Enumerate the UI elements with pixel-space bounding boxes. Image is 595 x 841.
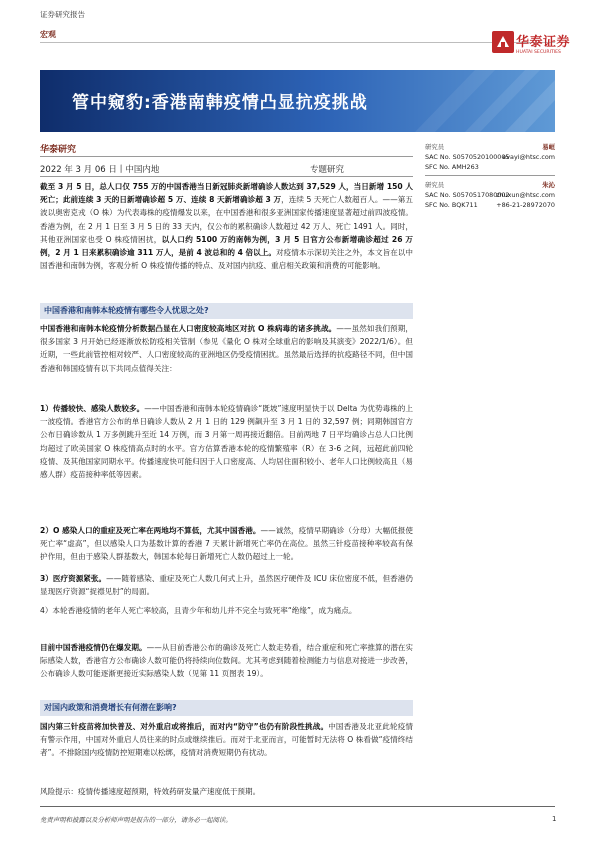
analyst-card	[425, 180, 555, 222]
body-paragraph	[40, 604, 413, 617]
page-number: 1	[552, 815, 557, 823]
body-paragraph	[40, 641, 413, 681]
report-category: 宏观	[40, 30, 56, 39]
analyst-divider	[425, 175, 555, 176]
brand-logo	[492, 29, 571, 65]
summary-text: ，连续 5 天死亡人数超百人。——第五波以奥密克戎（O 株）为代表毒株的疫情爆发以来，在中国香港和很多亚洲国家传播速度显著超过前四波疫情。香港为例，在 2 月 1 日至 3 月 5 日的 33 天内，仅公布的累积确诊人数超过 42 万人、死亡 1491 人。同时，其他亚洲国家也受 O 株疫情困扰，	[40, 195, 413, 244]
body-paragraph	[40, 572, 413, 598]
header-divider	[40, 42, 555, 43]
section-heading: 中国香港和南韩本轮疫情有哪些令人忧思之处?	[40, 303, 413, 319]
paragraph-highlight: 中国香港和南韩本轮疫情分析数据凸显在人口密度较高地区对抗 O 株病毒的诸多挑战。	[40, 324, 337, 333]
report-kind: 专题研究	[310, 165, 345, 175]
analyst-email[interactable]: zhuxun@htsc.com	[496, 191, 555, 199]
analyst-sac: SAC No. S0570520100005	[425, 153, 510, 161]
analyst-email[interactable]: evayi@htsc.com	[502, 153, 555, 161]
paragraph-text: ——随着感染、重症及死亡人数几何式上升，虽然医疗硬件及 ICU 床位密度不低，但香港仍显现医疗资源“捉襟见肘”的局面。	[40, 574, 413, 597]
banner-decoration	[355, 70, 555, 132]
analyst-phone: +86-21-28972070	[496, 201, 555, 209]
analyst-role: 研究员	[425, 143, 445, 151]
analyst-sfc: SFC No. AMH263	[425, 163, 479, 171]
report-type: 证券研究报告	[40, 10, 85, 19]
paragraph-highlight: 目前中国香港疫情仍在爆发期。	[40, 643, 147, 652]
analyst-card	[425, 142, 555, 184]
paragraph-text: ——中国香港和南韩本轮疫情确诊“既坡”速度明显快于以 Delta 为优势毒株的上一波疫情。香港官方公布的单日确诊人数从 2 月 1 日的 129 例飙升至 3 月 1 日的 32,597 例；同期韩国官方公布日确诊数从 1 万多例跳升至近 14 万例，而 3 月第一周再接近翻倍。目前两地 7 日平均确诊占总人口比例均超过了欧美国家 O 株疫情高点时的水平。官方估算香港本轮的疫情繁殖率（R）在 3-6 之间，远超此前四轮疫情、及其他国家同期水平。传播速度快可能归因于人口密度高、人均居住面积较小、老年人口比例较高且（易感人群）疫苗接种率低等因素。	[40, 404, 413, 480]
summary-paragraph	[40, 180, 413, 272]
footer-divider	[40, 806, 555, 807]
body-paragraph	[40, 524, 413, 564]
page-title: 管中窥豹:香港南韩疫情凸显抗疫挑战	[72, 93, 368, 113]
brand-logo-icon	[492, 31, 514, 53]
title-banner	[40, 70, 555, 132]
paragraph-text: 中国香港及北亚此轮疫情有警示作用，中国对外重启人员往来的时点或继续推后。而对于北亚而言，可能暂时无法将 O 株看做“疫情终结者”。不排除国内疫情防控短期难以松绑，疫情对消费短期仍有扰动。	[40, 722, 414, 758]
body-paragraph	[40, 322, 413, 375]
paragraph-highlight: 1）传播较快、感染人数较多。	[40, 404, 145, 413]
paragraph-highlight: 3）医疗资源紧张。	[40, 574, 107, 583]
summary-text: 对疫情本示深切关注之外，本文旨在以中国香港和南韩为例，客观分析 O 株疫情传播的特点、及对国内抗疫、重启相关政策和消费的可能影响。	[40, 248, 414, 271]
summary-highlight: 以人口约 5100 万的南韩为例，3 月 5 日官方公布新增确诊超过 26 万例，2 月 1 日来累积确诊逾 311 万人，是前 4 波总和的 4 倍以上。	[40, 234, 413, 258]
analyst-sac: SAC No. S0570517080002	[425, 191, 510, 199]
analyst-name: 朱沁	[542, 181, 555, 189]
paragraph-text: 4）本轮香港疫情的老年人死亡率较高，且青少年和幼儿并不完全与致死率“绝缘”，成为痛点。	[40, 606, 357, 615]
analyst-sfc: SFC No. BQK711	[425, 201, 478, 209]
paragraph-highlight: 2）O 感染人口的重症及死亡率在两地均不算低，尤其中国香港。	[40, 526, 261, 535]
team-divider	[40, 156, 413, 157]
body-paragraph	[40, 720, 413, 760]
disclaimer: 免责声明和披露以及分析师声明是报告的一部分，请务必一起阅读。	[40, 816, 232, 824]
paragraph-text: ——虽然如我们预期，很多国家 3 月开始已经逐渐放松防疫相关管制（参见《量化 O 株对全球重启的影响及其演变》2022/1/6）。但近期，一些此前管控相对较严、人口密度较高的亚洲地区仍受疫情困扰。虽然最后选择的抗疫路径不同，但中国香港和韩国疫情有以下共同点值得关注：	[40, 324, 413, 373]
analyst-role: 研究员	[425, 181, 445, 189]
team-name: 华泰研究	[40, 145, 77, 155]
risk-note: 风险提示：疫情传播速度超预期，特效药研发量产速度低于预期。	[40, 787, 261, 796]
body-paragraph	[40, 402, 413, 481]
analyst-name: 易峘	[542, 143, 555, 151]
paragraph-highlight: 国内第三针疫苗将加快普及、对外重启或将推后，而对内“防守”也仍有阶段性挑战。	[40, 722, 329, 731]
date-divider	[40, 176, 413, 177]
paragraph-text: ——诚然，疫情早期确诊（分母）大幅低报使死亡率“虚高”，但以感染人口为基数计算的香港 7 天累计新增死亡率仍在高位。虽然三针疫苗接种率较高有保护作用，但由于感染人群基数大，韩国本轮每日新增死亡人数仍超过上一轮。	[40, 526, 413, 562]
brand-name-cn: 华泰证券	[516, 35, 571, 50]
report-date: 2022 年 3 月 06 日丨中国内地	[40, 165, 160, 175]
paragraph-text: ——从目前香港公布的确诊及死亡人数走势看，结合重症和死亡率推算的潜在实际感染人数，香港官方公布确诊人数可能仍将持续向位数间。尤其考虑到随着检测能力与信息对接进一步改善，公布确诊人数可能逐渐更接近实际感染人数（见第 11 页图表 19）。	[40, 643, 414, 679]
brand-name-en: HUATAI SECURITIES	[516, 50, 561, 55]
section-heading: 对国内政策和消费增长有何潜在影响?	[40, 700, 413, 716]
summary-highlight: 截至 3 月 5 日，总人口仅 755 万的中国香港当日新冠肺炎新增确诊人数达到 37,529 人，当日新增 150 人死亡；此前连续 3 天的日新增确诊超 5 万、连续 8 天新增确诊超 3 万	[40, 182, 413, 205]
